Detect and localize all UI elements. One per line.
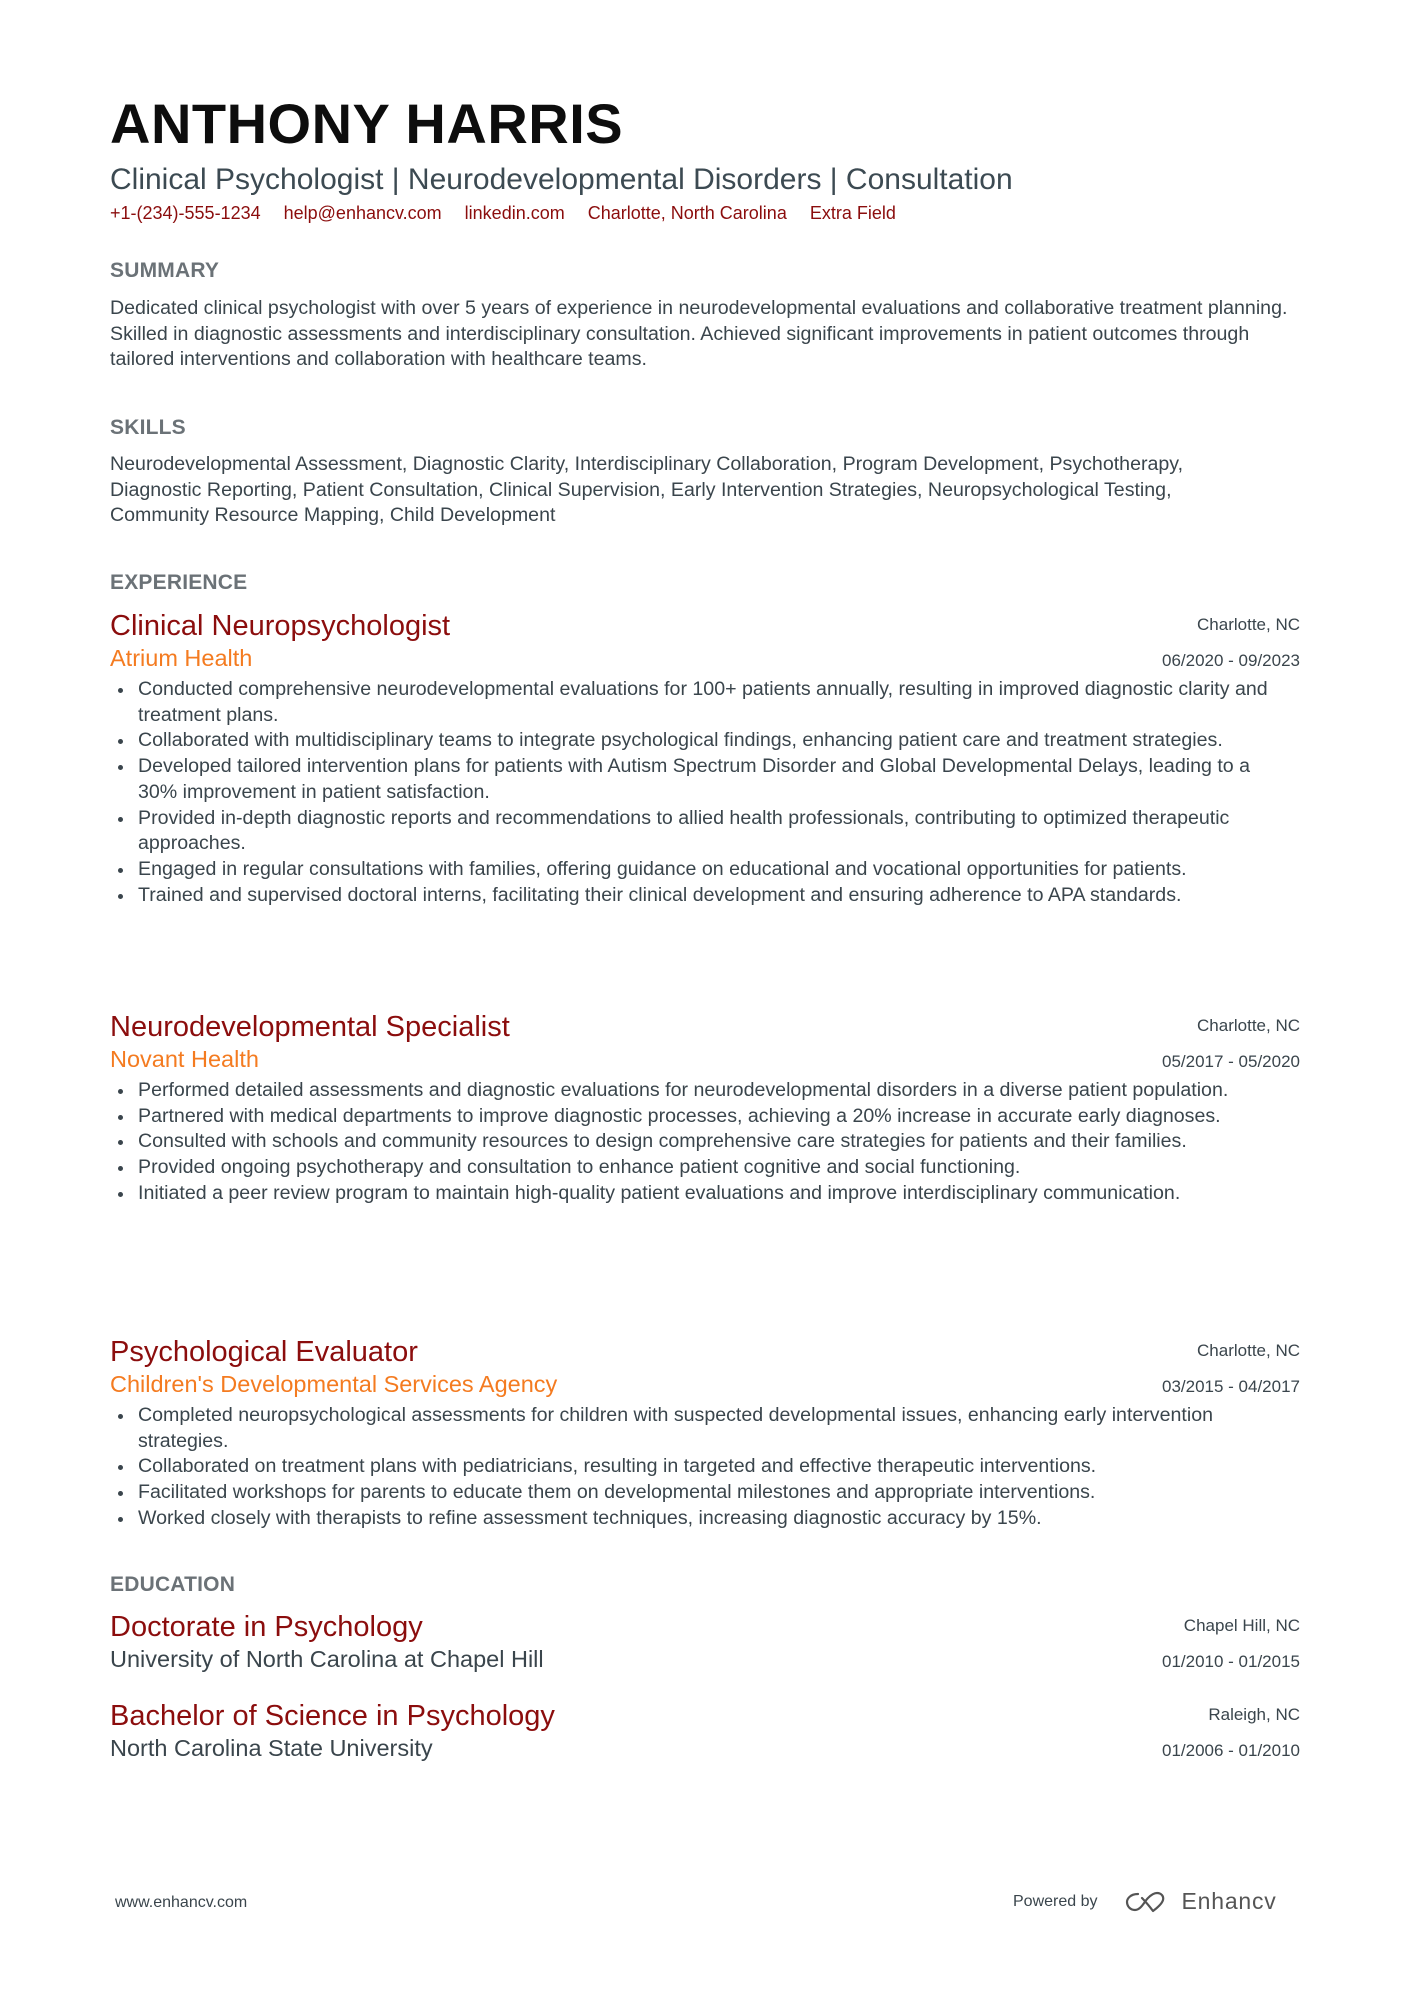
skills-text: Neurodevelopmental Assessment, Diagnostic Clarity, Interdisciplinary Collaboration, Program Development, Psychotherapy, Diagnostic Reporting, Patient Consultation, Clinical Supervision, Early Intervention Strategies, Neuropsychological Testing, Community Resource Mapping, Child Development (110, 453, 1184, 527)
experience-entry (110, 609, 1300, 908)
education-entry (110, 1699, 1300, 1763)
summary-heading: SUMMARY (110, 259, 220, 282)
job-bullets (110, 1078, 1300, 1207)
degree-title: Doctorate in Psychology (110, 1611, 423, 1643)
job-bullets (110, 1403, 1300, 1532)
company-name: Novant Health (110, 1046, 259, 1072)
bullet-item: Initiated a peer review program to maintain high-quality patient evaluations and improve interdisciplinary communication. (110, 1181, 1300, 1207)
education-heading: EDUCATION (110, 1573, 236, 1596)
company-name: Children's Developmental Services Agency (110, 1371, 558, 1397)
education-entry (110, 1610, 1300, 1674)
bullet-item: Trained and supervised doctoral interns, facilitating their clinical development and ensuring adherence to APA standards. (110, 883, 1300, 909)
degree-title: Bachelor of Science in Psychology (110, 1700, 555, 1732)
job-title: Psychological Evaluator (110, 1336, 418, 1368)
contact-location: Charlotte, North Carolina (587, 203, 787, 223)
contact-linkedin[interactable]: linkedin.com (464, 203, 565, 223)
skills-heading: SKILLS (110, 416, 186, 439)
job-bullets (110, 677, 1300, 908)
candidate-headline: Clinical Psychologist | Neurodevelopmental Disorders | Consultation (110, 163, 1013, 196)
bullet-item: Worked closely with therapists to refine assessment techniques, increasing diagnostic accuracy by 15%. (110, 1506, 1300, 1532)
bullet-item: Consulted with schools and community resources to design comprehensive care strategies for patients and their families. (110, 1129, 1300, 1155)
contact-email[interactable]: help@enhancv.com (283, 203, 442, 223)
job-dates: 03/2015 - 04/2017 (1161, 1377, 1300, 1396)
education-location: Chapel Hill, NC (1183, 1616, 1300, 1635)
candidate-name: ANTHONY HARRIS (110, 92, 624, 155)
bullet-item: Provided ongoing psychotherapy and consultation to enhance patient cognitive and social functioning. (110, 1155, 1300, 1181)
experience-entry (110, 1335, 1300, 1532)
company-name: Atrium Health (110, 645, 253, 671)
contact-bar (110, 202, 914, 224)
bullet-item: Completed neuropsychological assessments for children with suspected developmental issues, enhancing early intervention strategies. (110, 1403, 1300, 1454)
education-dates: 01/2006 - 01/2010 (1161, 1741, 1300, 1760)
bullet-item: Engaged in regular consultations with families, offering guidance on educational and vocational opportunities for patients. (110, 857, 1300, 883)
education-location: Raleigh, NC (1208, 1705, 1300, 1724)
experience-heading: EXPERIENCE (110, 571, 248, 594)
bullet-item: Collaborated with multidisciplinary teams to integrate psychological findings, enhancing patient care and treatment strategies. (110, 728, 1300, 754)
contact-extra-field: Extra Field (809, 203, 896, 223)
bullet-item: Collaborated on treatment plans with pediatricians, resulting in targeted and effective therapeutic interventions. (110, 1454, 1300, 1480)
bullet-item: Conducted comprehensive neurodevelopmental evaluations for 100+ patients annually, resulting in improved diagnostic clarity and treatment plans. (110, 677, 1300, 728)
bullet-item: Provided in-depth diagnostic reports and recommendations to allied health professionals, contributing to optimized therapeutic approaches. (110, 806, 1300, 857)
contact-phone[interactable]: +1-(234)-555-1234 (110, 203, 261, 223)
job-location: Charlotte, NC (1197, 615, 1300, 634)
powered-by-label: Powered by (1013, 1892, 1098, 1910)
education-dates: 01/2010 - 01/2015 (1161, 1652, 1300, 1671)
bullet-item: Facilitated workshops for parents to educate them on developmental milestones and appropriate interventions. (110, 1480, 1300, 1506)
job-title: Clinical Neuropsychologist (110, 610, 451, 642)
bullet-item: Developed tailored intervention plans for patients with Autism Spectrum Disorder and Global Developmental Delays, leading to a 30% improvement in patient satisfaction. (110, 754, 1300, 805)
job-title: Neurodevelopmental Specialist (110, 1011, 510, 1043)
bullet-item: Performed detailed assessments and diagnostic evaluations for neurodevelopmental disorders in a diverse patient population. (110, 1078, 1300, 1104)
school-name: University of North Carolina at Chapel Hill (110, 1646, 544, 1672)
powered-by-badge[interactable] (1013, 1888, 1277, 1915)
enhancv-brand-name: Enhancv (1181, 1888, 1277, 1914)
school-name: North Carolina State University (110, 1735, 433, 1761)
summary-text: Dedicated clinical psychologist with over 5 years of experience in neurodevelopmental evaluations and collaborative treatment planning. Skilled in diagnostic assessments and interdisciplinary consultation. Achieved significant improvements in patient outcomes through tailored interventions and collaboration with healthcare teams. (110, 297, 1288, 371)
enhancv-logo-icon (1124, 1890, 1170, 1914)
job-dates: 05/2017 - 05/2020 (1161, 1052, 1300, 1071)
footer-website[interactable]: www.enhancv.com (115, 1894, 248, 1911)
job-dates: 06/2020 - 09/2023 (1161, 651, 1300, 670)
job-location: Charlotte, NC (1197, 1016, 1300, 1035)
bullet-item: Partnered with medical departments to improve diagnostic processes, achieving a 20% increase in accurate early diagnoses. (110, 1104, 1300, 1130)
job-location: Charlotte, NC (1197, 1341, 1300, 1360)
experience-entry (110, 1010, 1300, 1207)
